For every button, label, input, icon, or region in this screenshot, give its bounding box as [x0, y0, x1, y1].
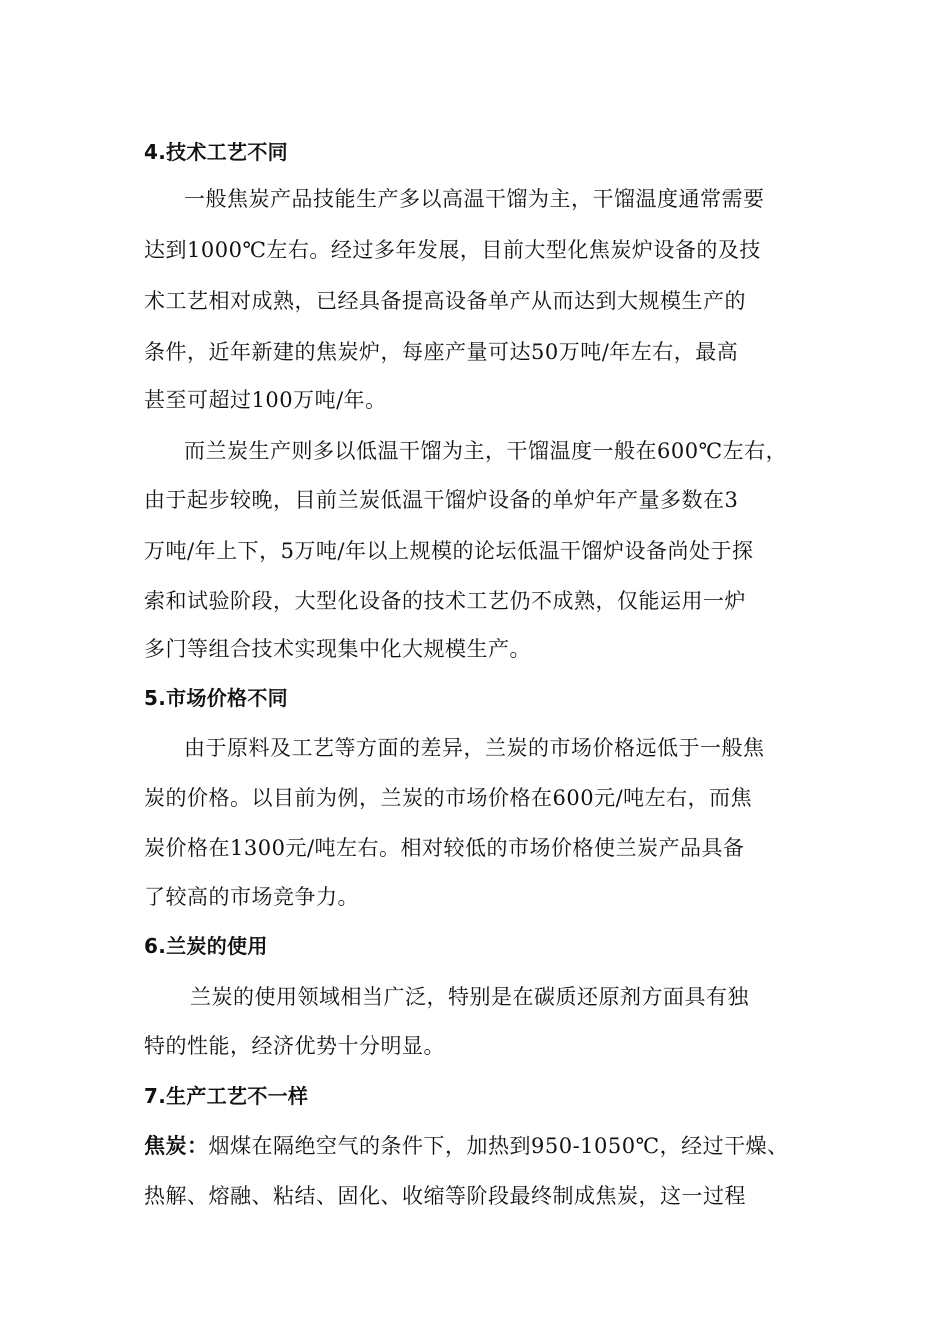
paragraph-line: 甚至可超过100万吨/年。 [144, 388, 387, 412]
paragraph-line: 达到1000℃左右。经过多年发展，目前大型化焦炭炉设备的及技 [144, 238, 761, 262]
paragraph-line: 一般焦炭产品技能生产多以高温干馏为主，干馏温度通常需要 [184, 187, 765, 211]
paragraph-text: 烟煤在隔绝空气的条件下，加热到950-1050℃，经过干燥、 [208, 1134, 789, 1158]
term-lead: 焦炭： [144, 1134, 209, 1158]
paragraph-line: 多门等组合技术实现集中化大规模生产。 [144, 637, 531, 661]
paragraph-line: 特的性能，经济优势十分明显。 [144, 1034, 445, 1058]
paragraph-line: 而兰炭生产则多以低温干馏为主，干馏温度一般在600℃左右， [184, 439, 788, 463]
paragraph-line-with-lead [144, 1131, 824, 1161]
paragraph-line: 由于原料及工艺等方面的差异，兰炭的市场价格远低于一般焦 [184, 736, 765, 760]
paragraph-line: 条件，近年新建的焦炭炉，每座产量可达50万吨/年左右，最高 [144, 340, 739, 364]
paragraph-line: 由于起步较晚，目前兰炭低温干馏炉设备的单炉年产量多数在3 [144, 488, 739, 512]
paragraph-line: 万吨/年上下，5万吨/年以上规模的论坛低温干馏炉设备尚处于探 [144, 539, 754, 563]
paragraph-line: 索和试验阶段，大型化设备的技术工艺仍不成熟，仅能运用一炉 [144, 589, 746, 613]
paragraph-line: 炭价格在1300元/吨左右。相对较低的市场价格使兰炭产品具备 [144, 836, 745, 860]
paragraph-line: 术工艺相对成熟，已经具备提高设备单产从而达到大规模生产的 [144, 289, 746, 313]
paragraph-line: 了较高的市场竞争力。 [144, 885, 359, 909]
paragraph-line: 炭的价格。以目前为例，兰炭的市场价格在600元/吨左右，而焦 [144, 786, 753, 810]
paragraph-line: 热解、熔融、粘结、固化、收缩等阶段最终制成焦炭，这一过程 [144, 1184, 746, 1208]
paragraph-line: 兰炭的使用领域相当广泛，特别是在碳质还原剂方面具有独 [190, 985, 749, 1009]
section-heading-7: 7.生产工艺不一样 [144, 1084, 309, 1108]
section-heading-5: 5.市场价格不同 [144, 686, 288, 710]
section-heading-4: 4.技术工艺不同 [144, 140, 288, 164]
section-heading-6: 6.兰炭的使用 [144, 934, 268, 958]
